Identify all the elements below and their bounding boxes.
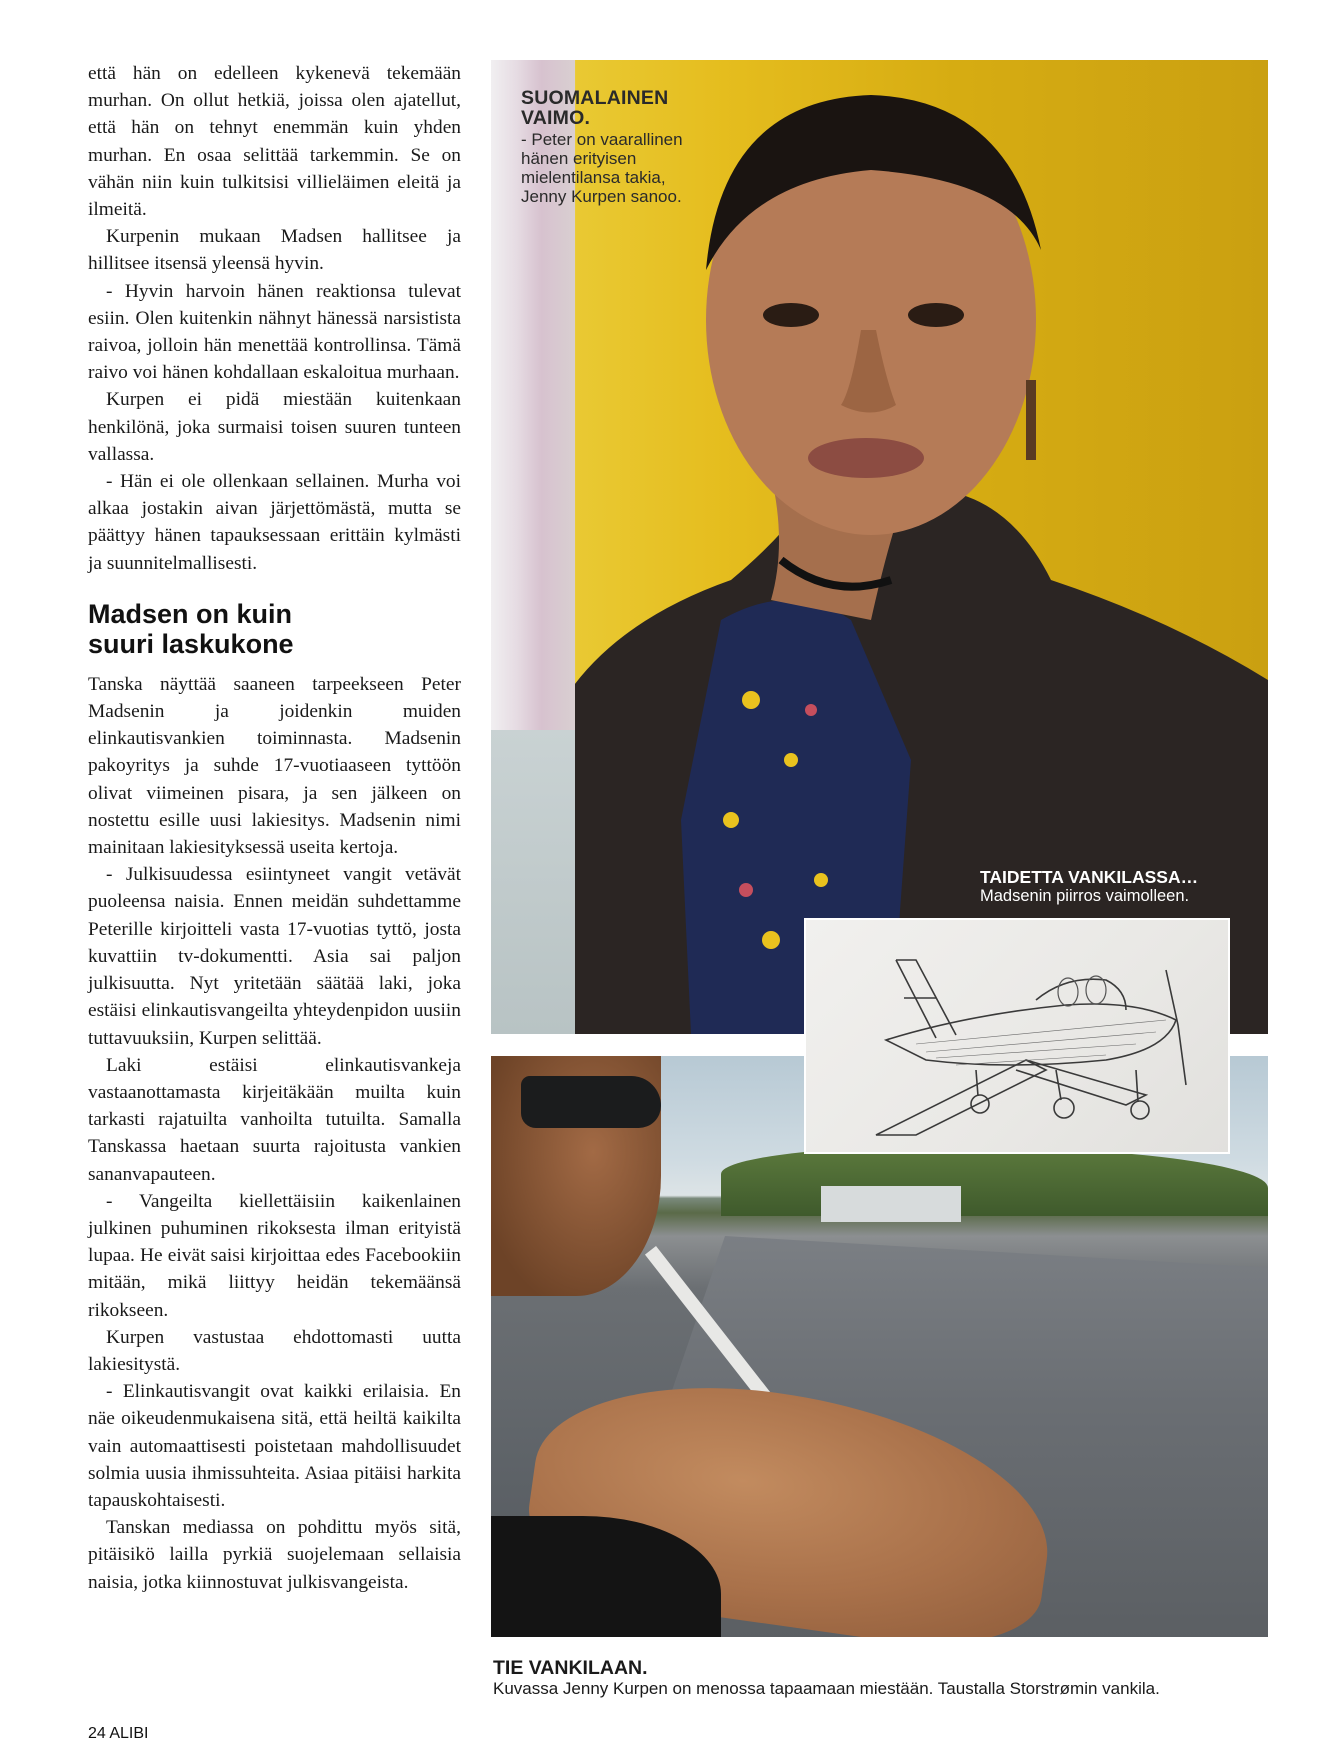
subheading-line: Madsen on kuin bbox=[88, 598, 293, 629]
portrait-caption-text bbox=[521, 130, 751, 206]
airplane-drawing bbox=[804, 918, 1230, 1154]
caption-line: VAIMO. bbox=[521, 107, 591, 129]
paragraph: - Hän ei ole ollenkaan sellainen. Murha voi alkaa jostakin aivan järjettömästä, mutta se päättyy hänen tapauksessaan erittäin kylmästi ja suunnitelmallisesti. bbox=[88, 471, 461, 574]
drawing-caption-text: Madsenin piirros vaimolleen. bbox=[980, 887, 1190, 905]
photo-sunglasses bbox=[521, 1076, 661, 1128]
photo-trees bbox=[721, 1146, 1268, 1216]
caption-line: SUOMALAINEN bbox=[521, 87, 669, 109]
road-caption-heading: TIE VANKILAAN. bbox=[493, 1657, 648, 1679]
drawing-caption-heading: TAIDETTA VANKILASSA… bbox=[980, 867, 1199, 887]
subheading-line: suuri laskukone bbox=[88, 628, 294, 659]
paragraph: että hän on edelleen kykenevä tekemään murhan. On ollut hetkiä, joissa olen ajatellut, että hän on tehnyt enemmän kuin yhden murhan. En osaa selittää tarkemmin. Se on vähän niin kuin tulkitsisi villieläimen eleitä ja ilmeitä. bbox=[88, 63, 461, 221]
photo-prison-building bbox=[821, 1186, 961, 1222]
airplane-sketch-icon bbox=[806, 920, 1230, 1154]
paragraphs-before bbox=[88, 60, 461, 577]
caption-line: - Peter on vaarallinen bbox=[521, 130, 683, 149]
road-caption bbox=[493, 1658, 1273, 1699]
caption-line: Jenny Kurpen sanoo. bbox=[521, 187, 682, 206]
photo-wall-left-lower bbox=[491, 730, 575, 1034]
subheading bbox=[88, 599, 461, 659]
paragraph: Tanska näyttää saaneen tarpeekseen Peter Madsenin ja joidenkin muiden elinkautisvankien toiminnasta. Madsenin pakoyritys ja suhde 17-vuotiaaseen tyttöön olivat viimeinen pisara, ja sen jälkeen on nostettu esille uusi lakiesitys. Madsenin nimi mainitaan lakiesityksessä useita kertoja. bbox=[88, 673, 461, 859]
article-column bbox=[88, 60, 461, 1596]
paragraphs-after bbox=[88, 671, 461, 1596]
page-folio: 24 ALIBI bbox=[88, 1725, 149, 1742]
paragraph: Kurpenin mukaan Madsen hallitsee ja hillitsee itsensä yleensä hyvin. bbox=[88, 226, 461, 275]
paragraph: Laki estäisi elinkautisvankeja vastaanottamasta kirjeitäkään muilta kuin tarkasti rajatuilta vanhoilta tutuilta. Samalla Tanskassa haetaan suurta rajoitusta vankien sananvapauteen. bbox=[88, 1054, 461, 1185]
paragraph: Kurpen ei pidä miestään kuitenkaan henkilönä, joka surmaisi toisen suuren tunteen vallassa. bbox=[88, 389, 461, 465]
paragraph: Kurpen vastustaa ehdottomasti uutta lakiesitystä. bbox=[88, 1326, 461, 1375]
paragraph: - Hyvin harvoin hänen reaktionsa tulevat esiin. Olen kuitenkin nähnyt hänessä narsistista raivoa, jolloin hän menettää kontrollinsa. Tämä raivo voi hänen kohdallaan eskaloitua murhaan. bbox=[88, 280, 461, 384]
caption-line: mielentilansa takia, bbox=[521, 168, 666, 187]
paragraph: Tanskan mediassa on pohdittu myös sitä, pitäisikö lailla pyrkiä suojelemaan sellaisia naisia, jotka kiinnostuvat julkisvangeista. bbox=[88, 1517, 461, 1593]
paragraph: - Vangeilta kiellettäisiin kaikenlainen julkinen puhuminen rikoksesta ilman erityistä lupaa. He eivät saisi kirjoittaa edes Facebookiin mitään, mikä liittyy heidän tekemäänsä rikokseen. bbox=[88, 1190, 461, 1321]
caption-line: hänen erityisen bbox=[521, 149, 637, 168]
portrait-caption bbox=[521, 88, 751, 206]
road-caption-text: Kuvassa Jenny Kurpen on menossa tapaamaan miestään. Taustalla Storstrømin vankila. bbox=[493, 1679, 1160, 1698]
paragraph: - Elinkautisvangit ovat kaikki erilaisia. En näe oikeudenmukaisena sitä, että heiltä kaikilta vain automaattisesti poistetaan mahdollisuudet solmia uusia ihmissuhteita. Asiaa pitäisi harkita tapauskohtaisesti. bbox=[88, 1381, 461, 1511]
paragraph: - Julkisuudessa esiintyneet vangit vetävät puoleensa naisia. Ennen meidän suhdettamme Peterille kirjoitteli vasta 17-vuotias tyttö, josta kuvattiin tv-dokumentti. Asia sai paljon julkisuutta. Nyt yritetään säätää laki, joka estäisi elinkautisvangeilta yhteydenpidon uusiin tuttavuuksiin, Kurpen selittää. bbox=[88, 864, 461, 1049]
drawing-caption bbox=[980, 867, 1260, 906]
portrait-caption-heading bbox=[521, 88, 751, 128]
